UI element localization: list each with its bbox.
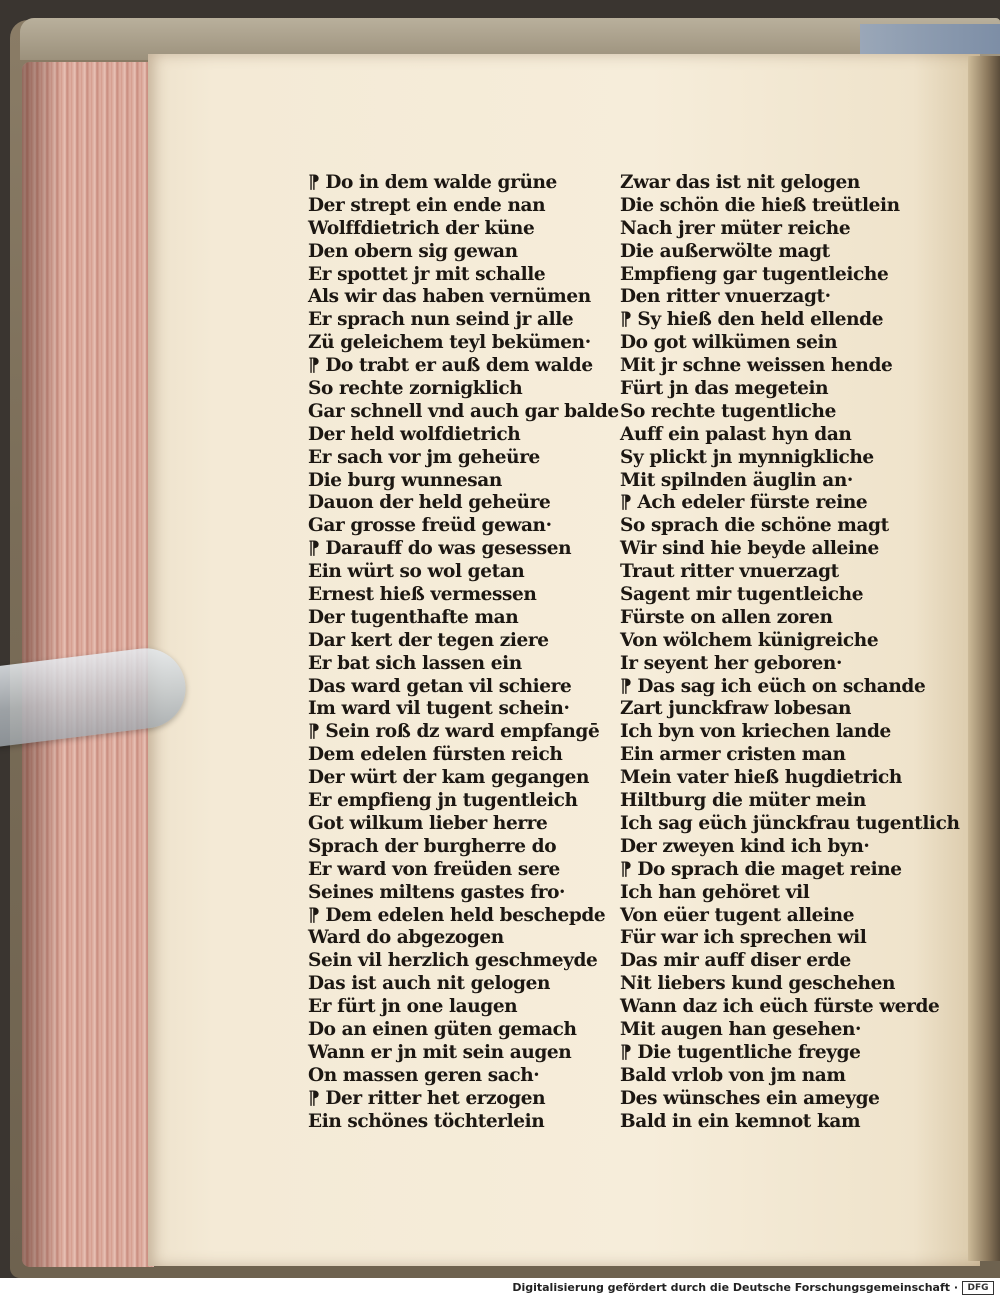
verse-line: Do an einen güten gemach [308,1018,577,1040]
verse-line: Sein vil herzlich geschmeyde [308,950,598,972]
text-column-left [308,172,619,1133]
verse-line: ⁋ Der ritter het erzogen [308,1087,546,1109]
verse-line: ⁋ Ach edeler fürste reine [620,492,868,514]
verse-line: Bald in ein kemnot kam [620,1110,861,1132]
verse-line: Das mir auff diser erde [620,950,851,972]
verse-line: Zart junckfraw lobesan [620,698,852,720]
verse-line: Er bat sich lassen ein [308,652,522,674]
funding-credit: Digitalisierung gefördert durch die Deutsche Forschungsgemeinschaft · [512,1281,958,1294]
verse-line: Bald vrlob von jm nam [620,1064,846,1086]
verse-line: Die burg wunnesan [308,469,502,491]
verse-line: Zü geleichem teyl bekümen· [308,332,591,354]
verse-line: Ich byn von kriechen lande [620,721,891,743]
verse-line: Mit spilnden äuglin an· [620,469,853,491]
verse-line: Nach jrer müter reiche [620,217,851,239]
verse-line: Wann daz ich eüch fürste werde [620,996,940,1018]
verse-line: Von wölchem künigreiche [620,629,879,651]
verse-line: Got wilkum lieber herre [308,812,548,834]
book-gutter [968,56,1000,1261]
verse-line: Wolffdietrich der küne [308,217,535,239]
verse-line: Mit augen han gesehen· [620,1018,862,1040]
verse-line: So rechte tugentliche [620,400,836,422]
verse-line: Wann er jn mit sein augen [308,1041,572,1063]
verse-line: ⁋ Sein roß dz ward empfangē [308,721,600,743]
verse-line: Gar grosse freüd gewan· [308,515,552,537]
verse-line: Er spottet jr mit schalle [308,263,546,285]
verse-line: Do got wilkümen sein [620,332,838,354]
footer-bar [0,1278,1000,1299]
verse-line: Er ward von freüden sere [308,858,560,880]
verse-line: Sagent mir tugentleiche [620,584,864,606]
verse-line: Sy plickt jn mynnigkliche [620,446,874,468]
verse-line: ⁋ Darauff do was gesessen [308,538,572,560]
verse-line: Ward do abgezogen [308,927,504,949]
verse-line: Mein vater hieß hugdietrich [620,767,902,789]
verse-line: Ein schönes töchterlein [308,1110,545,1132]
verse-line: ⁋ Dem edelen held beschepde [308,904,606,926]
verse-line: Der held wolfdietrich [308,423,521,445]
verse-line: Der würt der kam gegangen [308,767,590,789]
verse-line: ⁋ Die tugentliche freyge [620,1041,861,1063]
verse-line: Ein würt so wol getan [308,561,525,583]
text-column-right [620,172,960,1133]
verse-line: ⁋ Do sprach die maget reine [620,858,902,880]
verse-line: Als wir das haben vernümen [308,286,591,308]
verse-line: So sprach die schöne magt [620,515,889,537]
verse-line: Empfieng gar tugentleiche [620,263,889,285]
verse-line: Er sprach nun seind jr alle [308,309,574,331]
verse-line: Die schön die hieß treütlein [620,194,900,216]
verse-line: Ein armer cristen man [620,744,846,766]
verse-line: Den obern sig gewan [308,240,518,262]
verse-line: Für war ich sprechen wil [620,927,867,949]
verse-line: Dem edelen fürsten reich [308,744,563,766]
spine-label-area [860,24,1000,54]
verse-line: Der tugenthafte man [308,606,519,628]
verse-line: Er fürt jn one laugen [308,996,518,1018]
verse-line: Die außerwölte magt [620,240,830,262]
verse-line: Gar schnell vnd auch gar balde [308,400,619,422]
verse-line: Das ist auch nit gelogen [308,973,551,995]
verse-line: Hiltburg die müter mein [620,790,866,812]
verse-line: Fürste on allen zoren [620,606,833,628]
verse-line: Der zweyen kind ich byn· [620,835,870,857]
verse-line: Dauon der held geheüre [308,492,551,514]
verse-line: Der strept ein ende nan [308,194,546,216]
verse-line: Zwar das ist nit gelogen [620,172,860,193]
verse-line: Dar kert der tegen ziere [308,629,549,651]
verse-line: So rechte zornigklich [308,378,523,400]
verse-line: Den ritter vnuerzagt· [620,286,831,308]
verse-line: Seines miltens gastes fro· [308,881,566,903]
verse-line: Traut ritter vnuerzagt [620,561,839,583]
verse-line: Auff ein palast hyn dan [620,423,852,445]
verse-line: Ir seyent her geboren· [620,652,842,674]
verse-line: ⁋ Sy hieß den held ellende [620,309,884,331]
verse-line: Des wünsches ein ameyge [620,1087,880,1109]
verse-line: Ich sag eüch jünckfrau tugentlich [620,812,960,834]
verse-line: On massen geren sach· [308,1064,540,1086]
verse-line: Das ward getan vil schiere [308,675,572,697]
verse-line: ⁋ Das sag ich eüch on schande [620,675,926,697]
verse-line: Er sach vor jm geheüre [308,446,540,468]
verse-line: Er empfieng jn tugentleich [308,790,578,812]
verse-line: Von eüer tugent alleine [620,904,855,926]
verse-line: Wir sind hie beyde alleine [620,538,879,560]
verse-line: Mit jr schne weissen hende [620,355,893,377]
verse-line: Fürt jn das megetein [620,378,829,400]
verse-line: Sprach der burgherre do [308,835,557,857]
verse-line: Nit liebers kund geschehen [620,973,896,995]
verse-line: ⁋ Do trabt er auß dem walde [308,355,593,377]
verse-line: Ich han gehöret vil [620,881,810,903]
verse-line: Ernest hieß vermessen [308,584,537,606]
verse-line: ⁋ Do in dem walde grüne [308,172,557,193]
verse-line: Im ward vil tugent schein· [308,698,570,720]
dfg-logo: DFG [962,1281,994,1295]
